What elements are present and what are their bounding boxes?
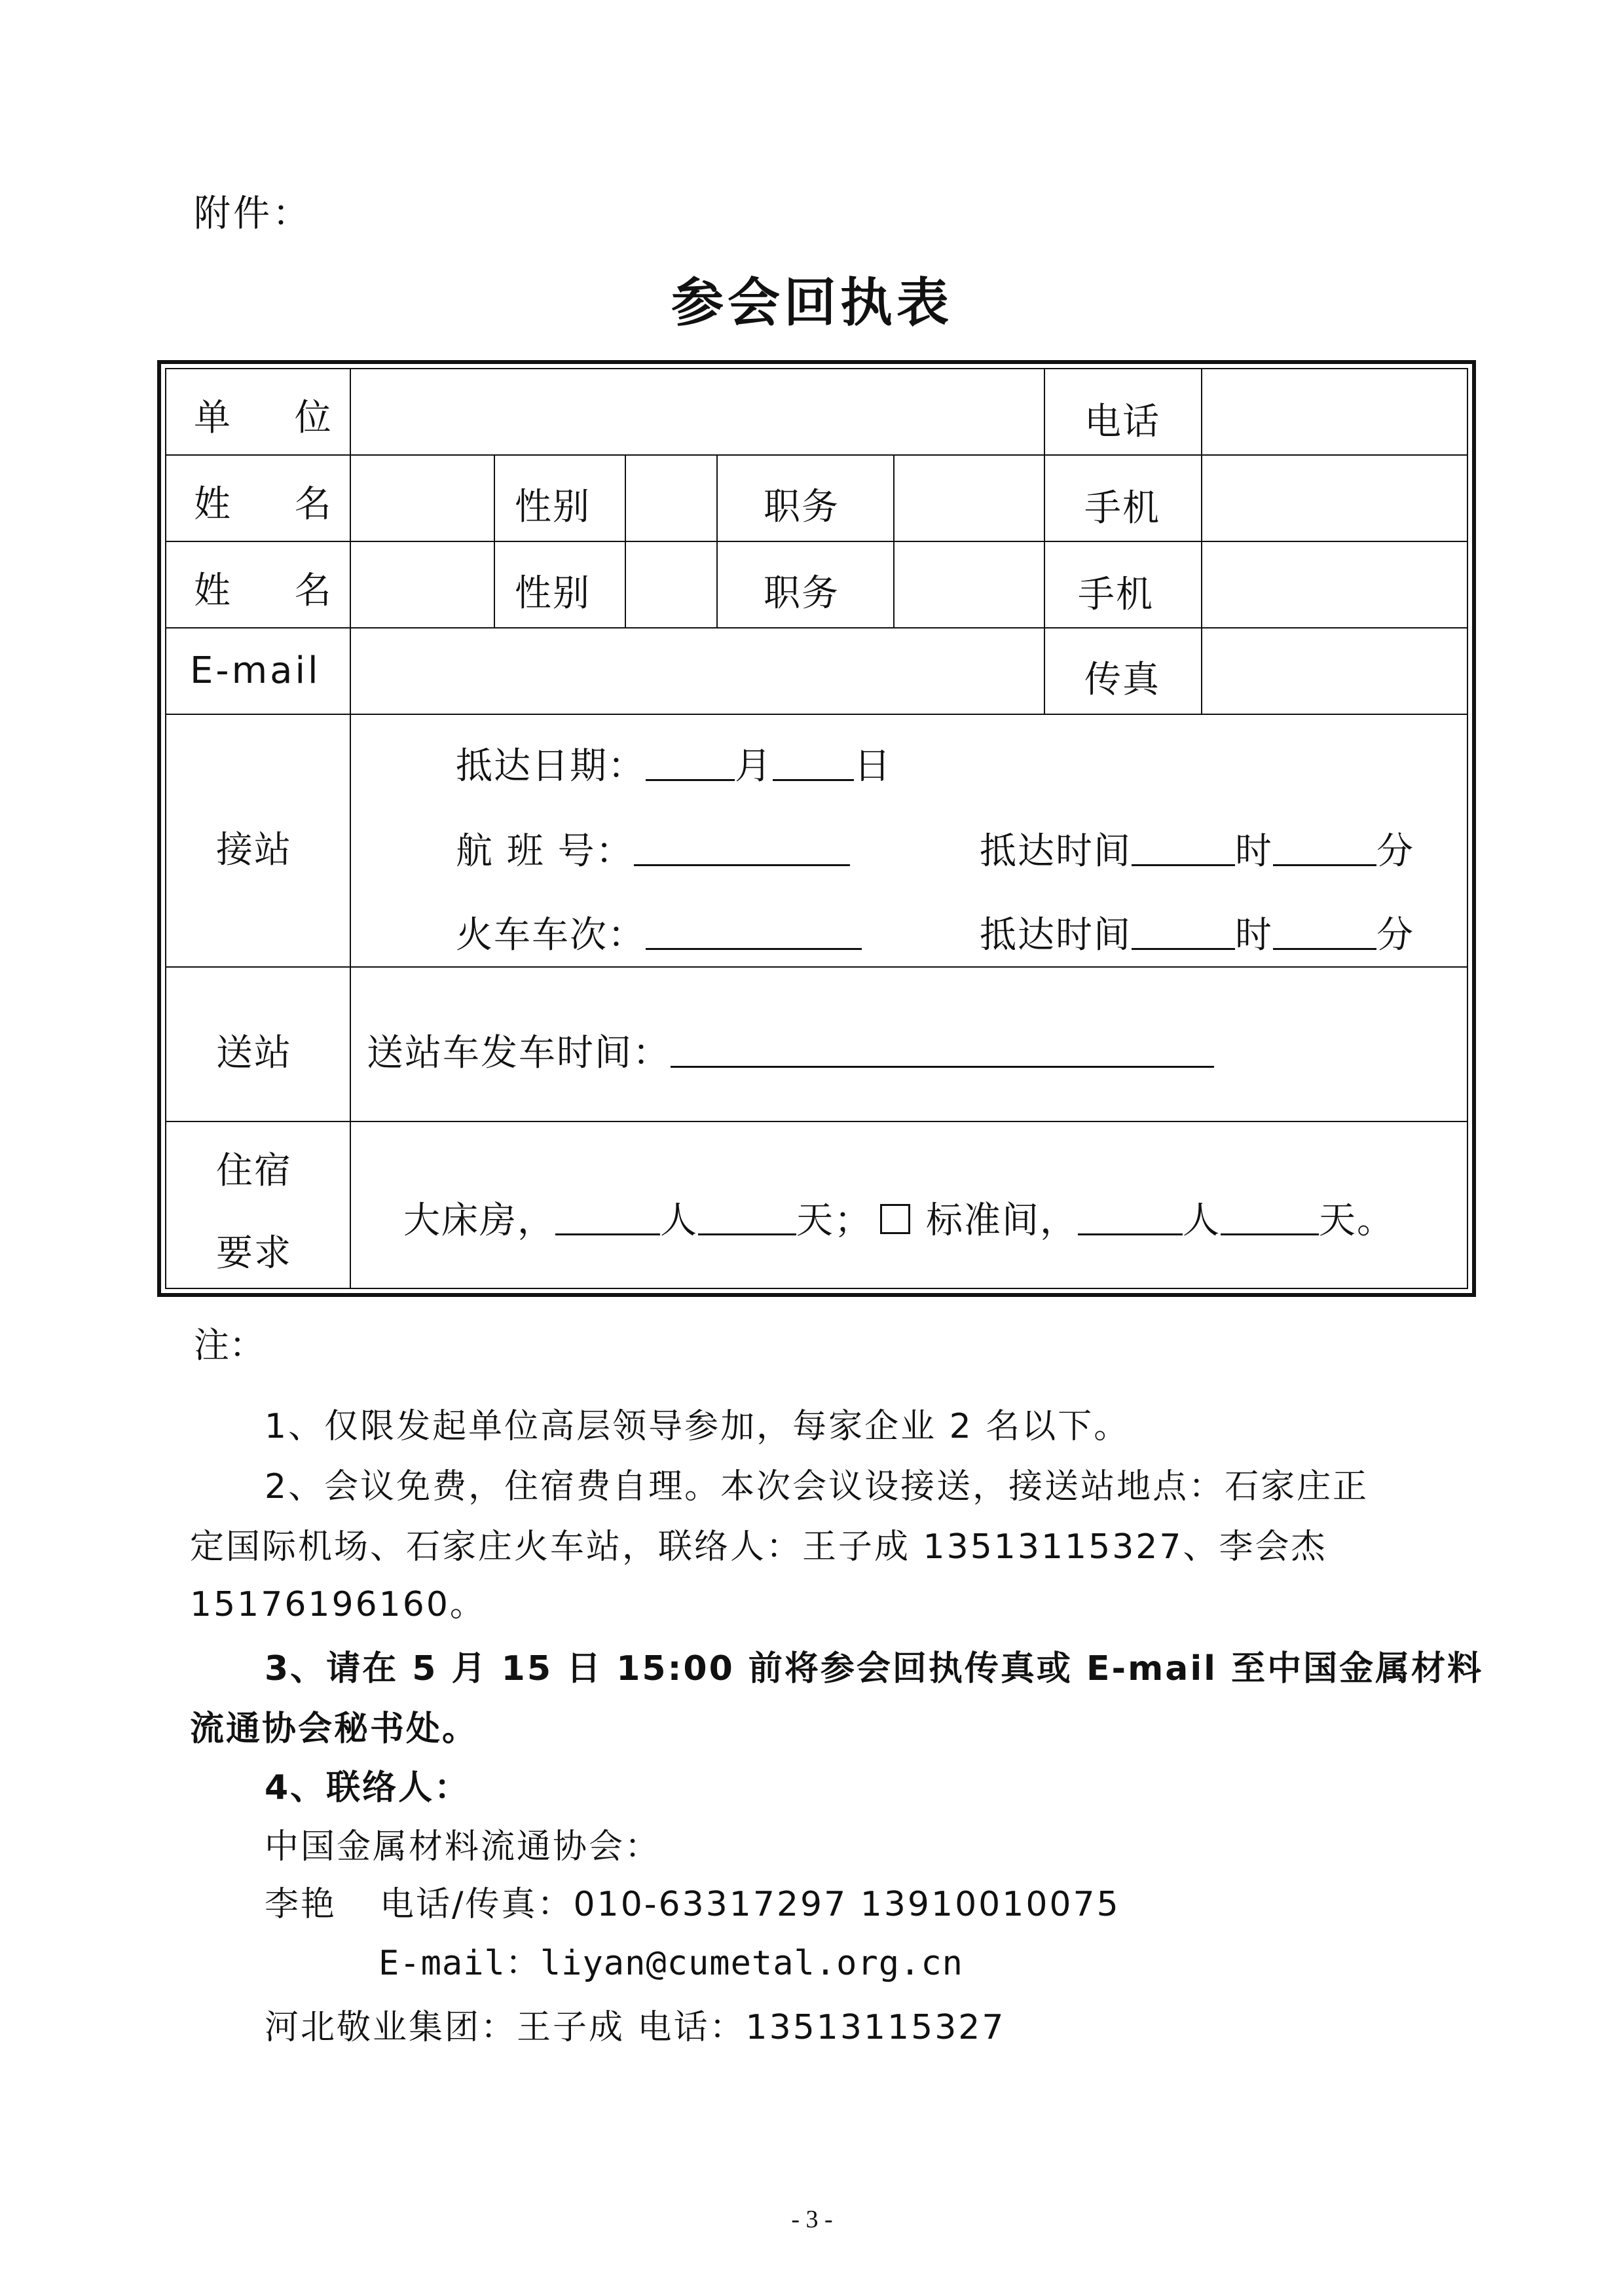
mobile-label: 手机: [1084, 487, 1160, 530]
minute-label: 分: [1376, 914, 1414, 957]
train-line: [456, 906, 862, 958]
row-divider: [165, 714, 1468, 715]
group-contact: 河北敬业集团：王子成 电话：13513115327: [265, 2008, 1006, 2047]
big-bed-label: 大床房，: [403, 1199, 555, 1242]
flight-line: [456, 822, 850, 875]
hour-label: 时: [1235, 914, 1273, 957]
flight-arrival-time-line: [980, 822, 1414, 875]
flight-label: 航 班 号：: [456, 830, 634, 873]
standard-days-blank[interactable]: [1221, 1202, 1319, 1235]
dropoff-label: 送站: [216, 1032, 292, 1074]
email-label: E-mail: [190, 649, 321, 692]
note-item: 4、联络人：: [265, 1768, 471, 1808]
unit-label: 单 位: [194, 397, 358, 439]
days-end-label: 天。: [1319, 1199, 1395, 1242]
column-divider: [893, 454, 895, 627]
day-label: 日: [854, 745, 892, 788]
row-divider: [165, 541, 1468, 542]
column-divider: [1201, 368, 1202, 714]
big-bed-days-blank[interactable]: [698, 1202, 796, 1235]
org-name: 中国金属材料流通协会：: [265, 1827, 661, 1867]
contact-email: E-mail：liyan@cumetal.org.cn: [378, 1944, 963, 1983]
column-divider: [1044, 368, 1045, 714]
row-divider: [165, 966, 1468, 968]
contact-name: 李艳: [265, 1885, 337, 1924]
note-item: 流通协会秘书处。: [190, 1709, 479, 1749]
notes-title: 注：: [194, 1324, 265, 1366]
mobile-label: 手机: [1078, 574, 1154, 616]
dropoff-line: [367, 1024, 1214, 1076]
note-item: 1、仅限发起单位高层领导参加，每家企业 2 名以下。: [265, 1407, 1130, 1446]
minute-label: 分: [1376, 830, 1414, 873]
big-bed-people-blank[interactable]: [555, 1202, 660, 1235]
lodging-label: 住宿: [216, 1150, 292, 1192]
month-blank[interactable]: [646, 748, 735, 781]
contact-phone: 电话/传真：010-63317297 13910010075: [380, 1885, 1120, 1924]
hour-blank[interactable]: [1132, 917, 1235, 950]
row-divider: [165, 1121, 1468, 1122]
person-label: 人: [1183, 1199, 1221, 1242]
position-label: 职务: [764, 572, 840, 615]
month-label: 月: [735, 745, 773, 788]
minute-blank[interactable]: [1273, 833, 1376, 866]
arrival-date-line: [456, 737, 892, 790]
arrival-time-label: 抵达时间: [980, 830, 1132, 873]
name-label: 姓 名: [194, 483, 358, 526]
lodging-label: 要求: [216, 1232, 292, 1275]
person-label: 人: [660, 1199, 698, 1242]
column-divider: [494, 454, 495, 627]
page-title: 参会回执表: [671, 272, 953, 333]
arrival-date-label: 抵达日期：: [456, 745, 646, 788]
row-divider: [165, 454, 1468, 456]
phone-label: 电话: [1084, 401, 1160, 443]
gender-label: 性别: [515, 572, 591, 615]
fax-label: 传真: [1084, 659, 1160, 701]
hour-blank[interactable]: [1132, 833, 1235, 866]
standard-people-blank[interactable]: [1078, 1202, 1183, 1235]
day-blank[interactable]: [773, 748, 854, 781]
train-label: 火车车次：: [456, 914, 646, 957]
position-label: 职务: [764, 486, 840, 528]
minute-blank[interactable]: [1273, 917, 1376, 950]
column-divider: [625, 454, 626, 627]
lodging-line: [403, 1192, 1395, 1244]
name-label: 姓 名: [194, 570, 358, 612]
note-item: 15176196160。: [190, 1585, 486, 1624]
days-label: 天；: [796, 1199, 872, 1242]
note-item: 定国际机场、石家庄火车站，联络人：王子成 13513115327、李会杰: [190, 1527, 1327, 1567]
dropoff-time-label: 送站车发车时间：: [367, 1032, 671, 1074]
train-blank[interactable]: [646, 917, 862, 950]
note-item: 3、请在 5 月 15 日 15:00 前将参会回执传真或 E-mail 至中国金属材料: [265, 1649, 1484, 1688]
hour-label: 时: [1235, 830, 1273, 873]
train-arrival-time-line: [980, 906, 1414, 958]
row-divider: [165, 627, 1468, 629]
note-item: 2、会议免费，住宿费自理。本次会议设接送，接送站地点：石家庄正: [265, 1467, 1369, 1506]
gender-label: 性别: [515, 486, 591, 528]
page-number: - 3 -: [791, 2206, 833, 2233]
checkbox-icon[interactable]: [880, 1204, 910, 1234]
dropoff-time-blank[interactable]: [671, 1034, 1214, 1068]
pickup-label: 接站: [216, 829, 292, 871]
attachment-label: 附件：: [194, 192, 312, 235]
arrival-time-label: 抵达时间: [980, 914, 1132, 957]
flight-blank[interactable]: [634, 833, 850, 866]
standard-room-label: 标准间，: [926, 1199, 1078, 1242]
column-divider: [716, 454, 718, 627]
